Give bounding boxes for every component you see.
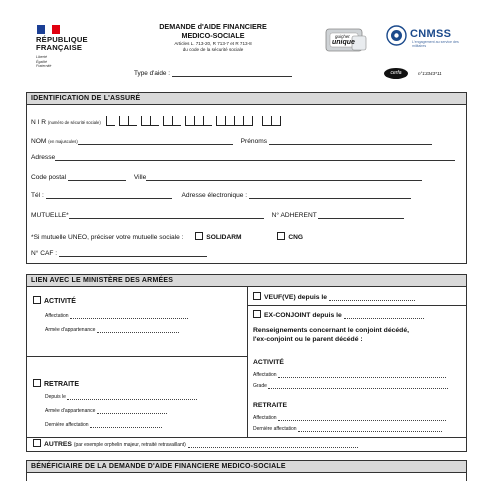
cnmss-emblem (386, 25, 407, 46)
left-row-divider (27, 356, 247, 357)
ministere-section (26, 274, 467, 452)
conjoint-affectation-field[interactable]: Affectation (253, 372, 446, 378)
tel-email-field[interactable]: Tél : Adresse électronique : (31, 192, 411, 199)
uneo-choice: *Si mutuelle UNEO, préciser votre mutuelle sociale : SOLIDARM CNG (31, 234, 303, 241)
nir-field[interactable]: N I R (numéro de sécurité sociale) (31, 116, 281, 126)
conjoint-derniere-affectation-field[interactable]: Dernière affectation (253, 426, 442, 432)
retraite-depuis-field[interactable]: Depuis le (45, 394, 197, 400)
code-postal-ville-field[interactable]: Code postal Ville (31, 174, 422, 181)
cng-checkbox[interactable]: CNG (277, 234, 303, 241)
beneficiaire-title: BÉNÉFICIAIRE DE LA DEMANDE D'AIDE FINANCIERE MEDICO-SOCIALE (27, 461, 466, 473)
email-line[interactable] (249, 192, 411, 199)
renseignements-heading: Renseignements concernant le conjoint décédé, l'ex-conjoint ou le parent décédé : (253, 327, 409, 343)
form-title: DEMANDE d'AIDE FINANCIERE MEDICO-SOCIALE (159, 22, 267, 40)
prenoms-line[interactable] (269, 138, 432, 145)
adresse-field[interactable]: Adresse (31, 154, 455, 161)
solidarm-checkbox[interactable]: SOLIDARM (195, 234, 241, 241)
exconjoint-checkbox[interactable]: EX-CONJOINT depuis le (253, 310, 424, 319)
beneficiaire-section (26, 460, 467, 481)
retraite-derniere-affectation-field[interactable]: Dernière affectation (45, 422, 162, 428)
conjoint-retraite-affectation-field[interactable]: Affectation (253, 415, 446, 421)
french-flag-logo (37, 25, 60, 34)
type-aide-field[interactable]: Type d'aide : (134, 70, 292, 77)
autres-checkbox[interactable]: AUTRES (par exemple orphelin majeur, retraité retravaillant) (33, 439, 358, 448)
activite-checkbox[interactable]: ACTIVITÉ (33, 296, 76, 305)
column-divider (247, 287, 248, 437)
activite-affectation-field[interactable]: Affectation (45, 313, 188, 319)
ville-line[interactable] (146, 174, 422, 181)
caf-line[interactable] (59, 250, 207, 257)
bottom-row-divider (27, 437, 466, 438)
ministere-title: LIEN AVEC LE MINISTÈRE DES ARMÉES (27, 275, 466, 287)
nom-field[interactable]: NOM (en majuscules) Prénoms (31, 138, 432, 145)
identification-section (26, 92, 467, 264)
veuf-checkbox[interactable]: VEUF(VE) depuis le (253, 292, 415, 301)
republique-francaise-logo: RÉPUBLIQUE FRANÇAISE (36, 35, 88, 52)
cerfa-logo: cerfa (384, 68, 408, 79)
conjoint-retraite-heading: RETRAITE (253, 402, 287, 409)
code-postal-line[interactable] (68, 174, 126, 181)
conjoint-grade-field[interactable]: Grade (253, 383, 448, 389)
mutuelle-field[interactable]: MUTUELLE* N° ADHERENT (31, 212, 404, 219)
right-row-divider (247, 305, 466, 306)
republic-motto: Liberté Égalité Fraternité (36, 55, 52, 68)
cerfa-number: n°13343*11 (418, 71, 442, 76)
identification-title: IDENTIFICATION DE L'ASSURÉ (27, 93, 466, 105)
caf-field[interactable]: N° CAF : (31, 250, 207, 257)
activite-armee-field[interactable]: Armée d'appartenance (45, 327, 179, 333)
nir-boxes[interactable] (106, 119, 282, 126)
form-legal-articles: Articles L. 713-20, R 713-7 et R 713-8 du code de la sécurité sociale (174, 41, 252, 52)
adherent-line[interactable] (318, 212, 404, 219)
mutuelle-line[interactable] (69, 212, 264, 219)
conjoint-activite-heading: ACTIVITÉ (253, 359, 284, 366)
cnmss-logo-text: CNMSS (410, 28, 452, 40)
type-aide-line[interactable] (172, 70, 292, 77)
retraite-armee-field[interactable]: Armée d'appartenance (45, 408, 167, 414)
guichet-unique-logo: guichet unique (322, 26, 370, 56)
tel-line[interactable] (46, 192, 172, 199)
cnmss-tagline: L'engagement au service des militaires (412, 40, 459, 49)
retraite-checkbox[interactable]: RETRAITE (33, 379, 79, 388)
